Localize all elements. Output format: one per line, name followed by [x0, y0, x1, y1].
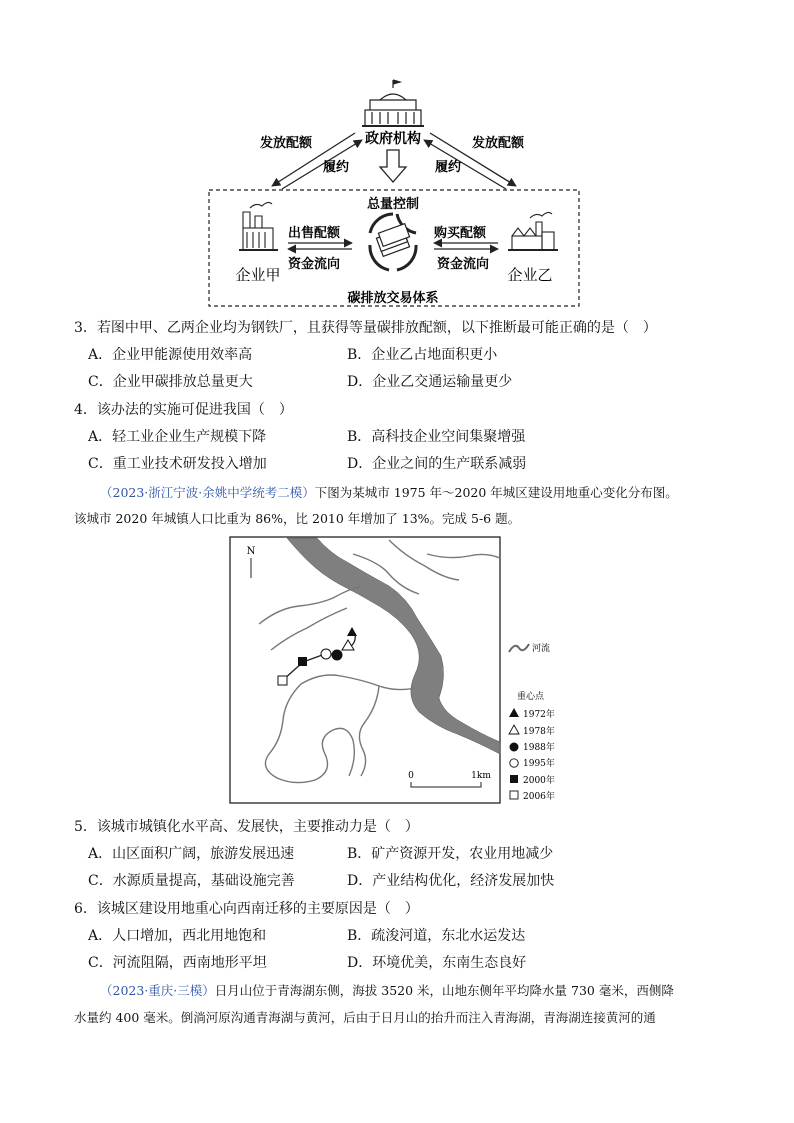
company-a-label: 企业甲 [235, 266, 281, 284]
question-6-option-a[interactable]: A．人口增加，西北用地饱和 [88, 928, 267, 944]
north-label: N [246, 546, 256, 557]
down-arrow-icon [380, 150, 406, 182]
scale-zero: 0 [408, 771, 414, 781]
question-5-stem: 5．该城市城镇化水平高、发展快，主要推动力是（ ） [74, 819, 419, 835]
legend-2000: 2000年 [523, 776, 555, 786]
question-4-option-c[interactable]: C．重工业技术研发投入增加 [88, 456, 267, 472]
question-3-option-d[interactable]: D．企业乙交通运输量更少 [347, 374, 513, 390]
centroid-1995 [321, 649, 331, 659]
question-3-option-c[interactable]: C．企业甲碳排放总量更大 [88, 374, 253, 390]
intro-5-6-line2: 该城市 2020 年城镇人口比重为 86%，比 2010 年增加了 13%。完成 5-6 题。 [74, 511, 521, 526]
sell-quota-label: 出售配额 [288, 226, 341, 241]
legend-centroid-label: 重心点 [517, 692, 545, 702]
question-5-option-a[interactable]: A．山区面积广阔，旅游发展迅速 [88, 846, 295, 862]
left-issue-label: 发放配额 [260, 136, 313, 151]
question-5-option-b[interactable]: B．矿产资源开发，农业用地减少 [347, 846, 554, 862]
intro-5-6-text1: 下图为某城市 1975 年～2020 年城区建设用地重心变化分布图。 [314, 485, 678, 500]
fund-flow-right-label: 资金流向 [437, 257, 490, 272]
factory-b-icon [508, 212, 558, 250]
intro-next-line2: 水量约 400 毫米。倒淌河原沟通青海湖与黄河，后由于日月山的抬升而注入青海湖，青海湖连接黄河的通 [74, 1010, 656, 1025]
question-6-stem: 6．该城区建设用地重心向西南迁移的主要原因是（ ） [74, 901, 419, 917]
question-3-option-a[interactable]: A．企业甲能源使用效率高 [88, 347, 253, 363]
legend-1995-icon [510, 759, 518, 767]
legend-2000-icon [510, 775, 518, 783]
left-comply-label: 履约 [323, 160, 350, 175]
centroid-1988 [332, 650, 343, 661]
legend-2006-icon [510, 791, 518, 799]
company-b-label: 企业乙 [507, 266, 553, 284]
intro-next-text1: 日月山位于青海湖东侧，海拔 3520 米，山地东侧年平均降水量 730 毫米，西侧降 [214, 983, 674, 998]
legend-1995: 1995年 [523, 759, 555, 769]
scale-km: 1km [471, 771, 491, 781]
intro-5-6-line1 [100, 482, 678, 504]
centroid-2006 [278, 676, 287, 685]
question-4-option-b[interactable]: B．高科技企业空间集聚增强 [347, 429, 526, 445]
question-4-option-a[interactable]: A．轻工业企业生产规模下降 [88, 429, 267, 445]
factory-a-icon [239, 202, 278, 250]
question-4-stem: 4．该办法的实施可促进我国（ ） [74, 402, 293, 418]
money-cycle-icon [370, 214, 416, 270]
question-3-stem: 3．若图中甲、乙两企业均为钢铁厂，且获得等量碳排放配额，以下推断最可能正确的是（ ） [74, 320, 657, 336]
legend-2006: 2006年 [523, 792, 555, 802]
intro-next-source: （2023·重庆·三模） [100, 983, 215, 998]
fund-flow-left-label: 资金流向 [288, 257, 341, 272]
total-control-label: 总量控制 [366, 197, 420, 212]
carbon-trading-diagram [0, 0, 794, 320]
legend-1988: 1988年 [523, 743, 555, 753]
question-4-option-d[interactable]: D．企业之间的生产联系减弱 [347, 456, 527, 472]
right-issue-label: 发放配额 [472, 136, 525, 151]
buy-quota-label: 购买配额 [434, 226, 487, 241]
right-comply-label: 履约 [435, 160, 462, 175]
question-6-option-b[interactable]: B．疏浚河道，东北水运发达 [347, 928, 526, 944]
legend-1972-icon [509, 708, 519, 717]
legend-1988-icon [510, 743, 519, 752]
centroid-2000 [298, 657, 307, 666]
question-6-option-d[interactable]: D．环境优美，东南生态良好 [347, 955, 527, 971]
trading-system-label: 碳排放交易体系 [347, 291, 439, 306]
question-5-option-d[interactable]: D．产业结构优化，经济发展加快 [347, 873, 555, 889]
question-3-option-b[interactable]: B．企业乙占地面积更小 [347, 347, 498, 363]
city-centroid-map [229, 536, 569, 806]
intro-next-line1 [100, 980, 674, 1002]
legend-1978-icon [509, 725, 519, 734]
question-5-option-c[interactable]: C．水源质量提高，基础设施完善 [88, 873, 295, 889]
government-building-icon [362, 80, 424, 126]
intro-5-6-source: （2023·浙江宁波·余姚中学统考二模） [100, 485, 315, 500]
question-6-option-c[interactable]: C．河流阻隔，西南地形平坦 [88, 955, 267, 971]
government-label: 政府机构 [365, 131, 421, 147]
legend-river-icon [509, 644, 529, 652]
legend-1972: 1972年 [523, 710, 555, 720]
legend-river-label: 河流 [532, 644, 551, 654]
legend-1978: 1978年 [523, 727, 555, 737]
